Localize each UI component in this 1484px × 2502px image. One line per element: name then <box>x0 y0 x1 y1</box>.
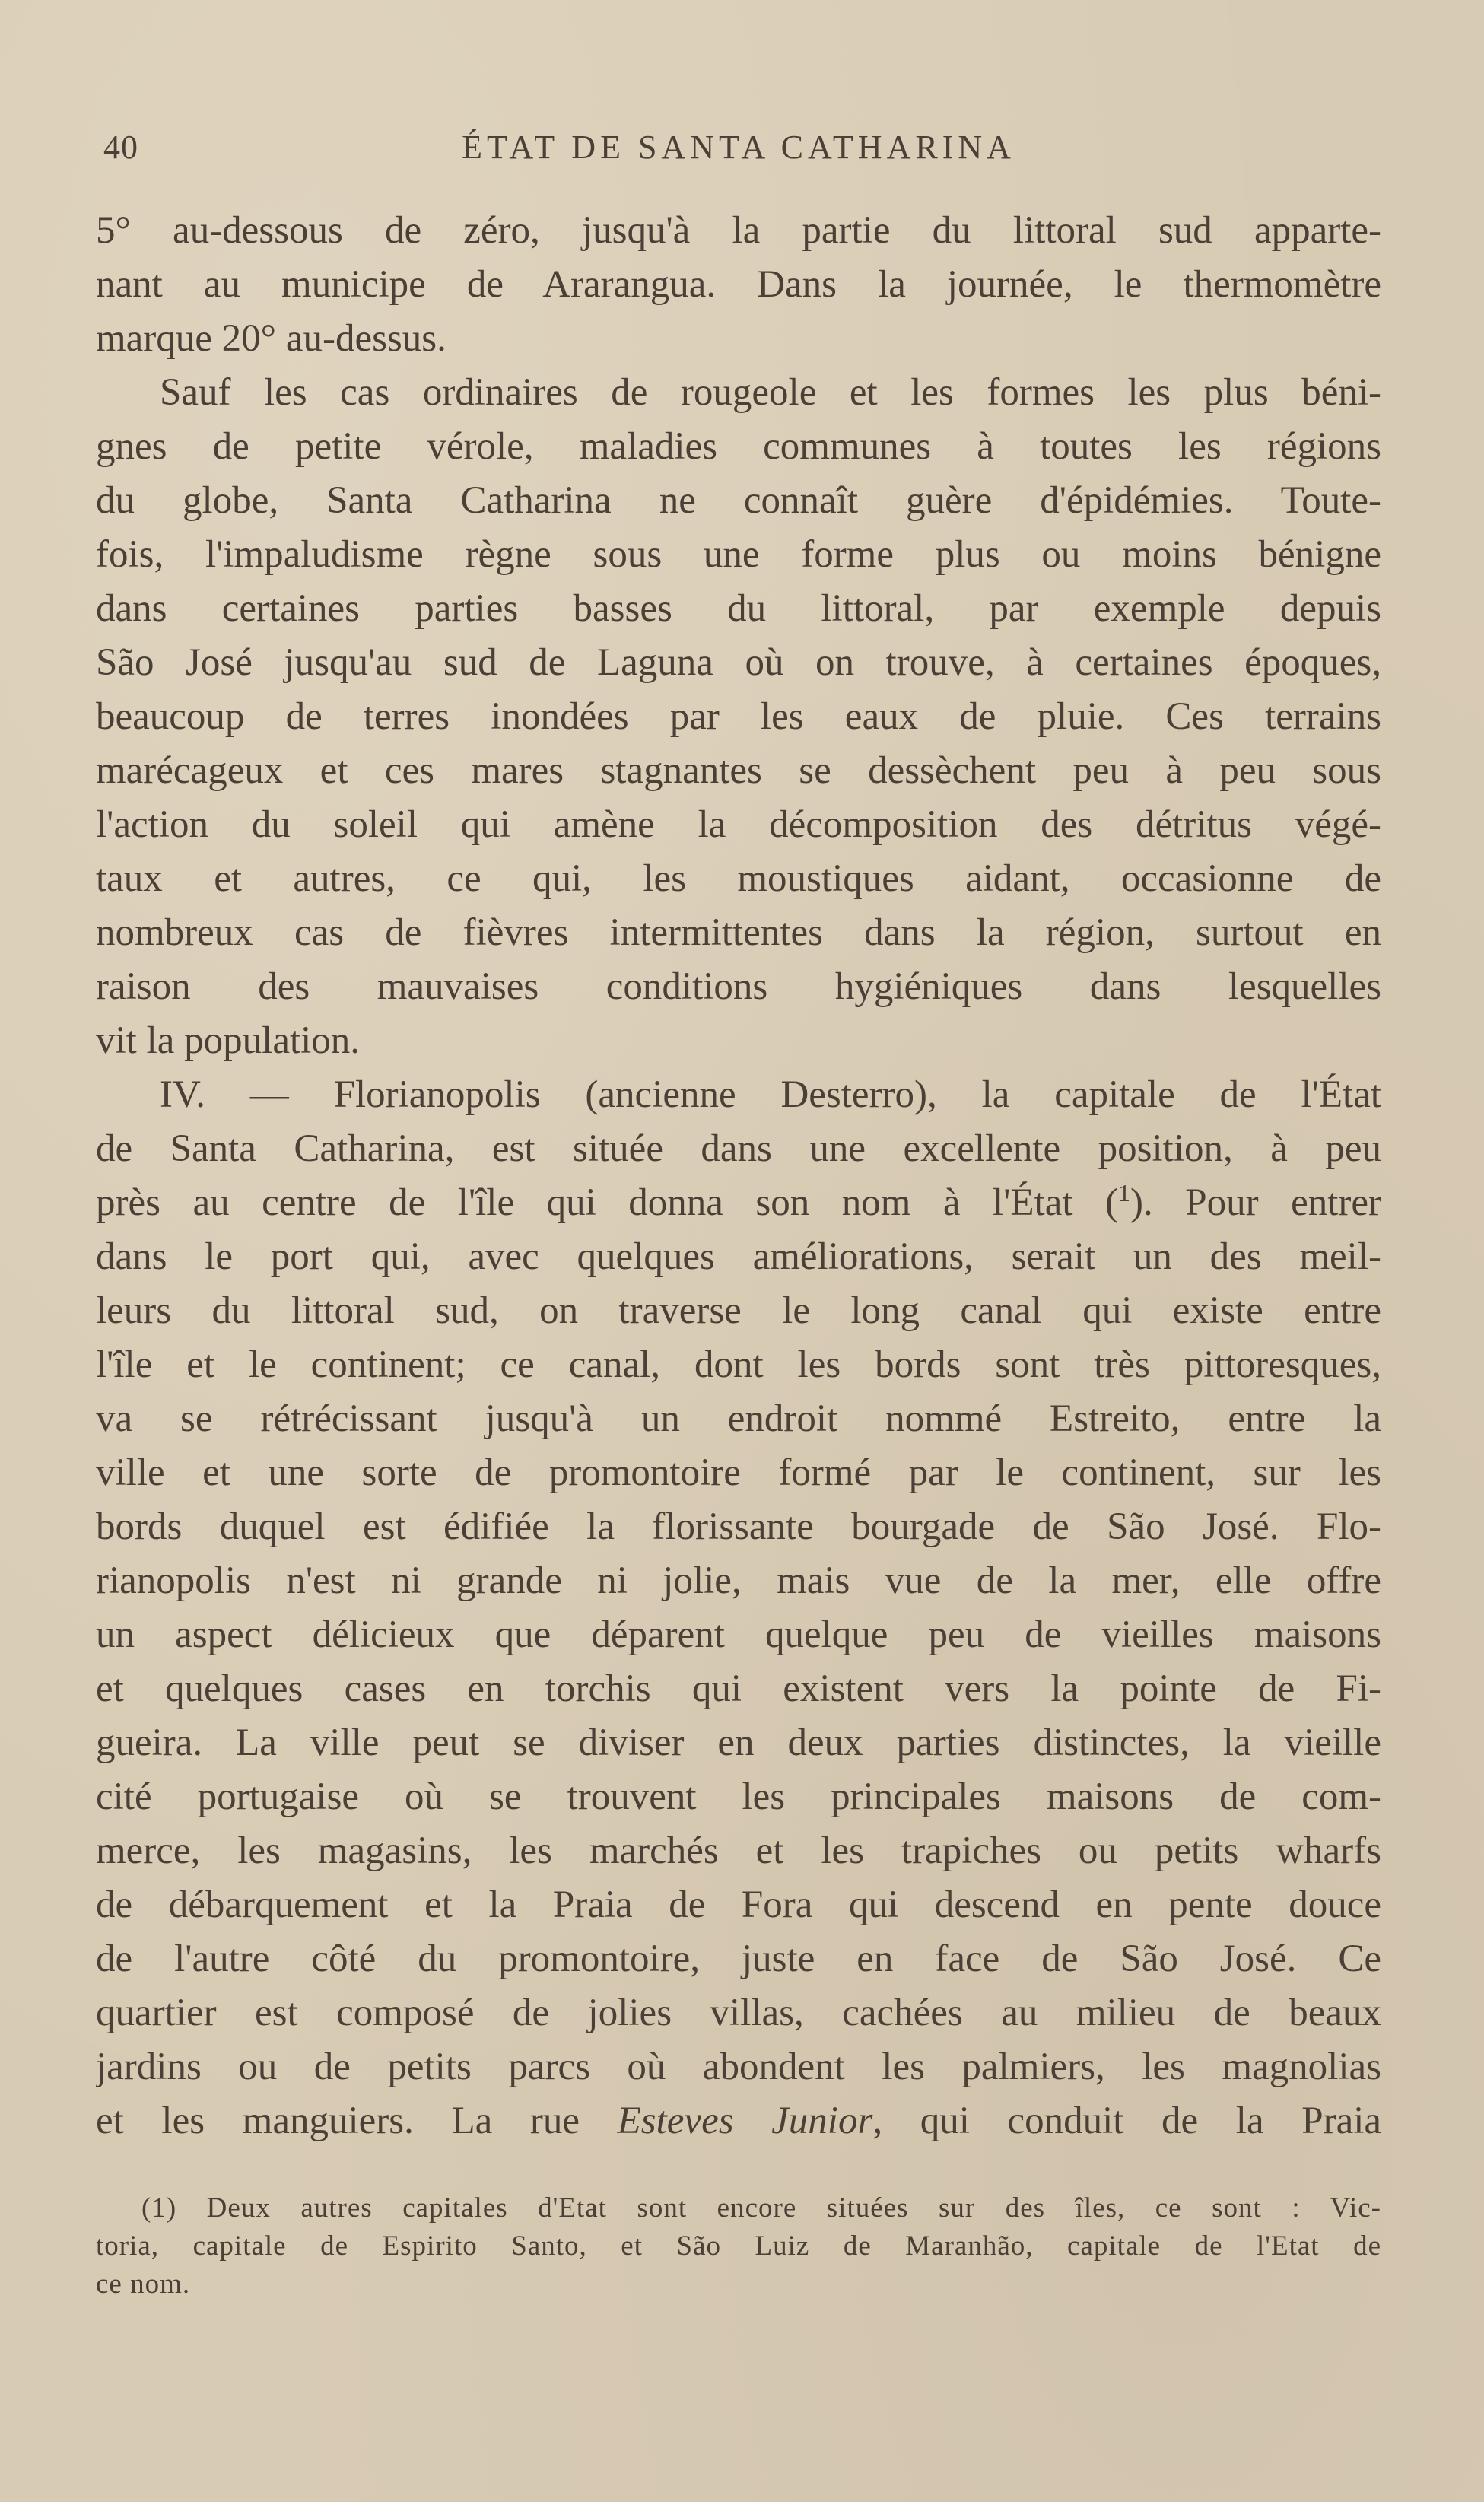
text-line: marécageux et ces mares stagnantes se dessèchent peu à peu sous <box>96 749 1381 792</box>
footnotes <box>96 2189 1381 2303</box>
text-line: et quelques cases en torchis qui existent vers la pointe de Fi- <box>96 1667 1381 1710</box>
footnote-ref-line <box>96 1176 1381 1230</box>
text-line: beaucoup de terres inondées par les eaux de pluie. Ces terrains <box>96 695 1381 738</box>
text-line: São José jusqu'au sud de Laguna où on trouve, à certaines époques, <box>96 641 1381 684</box>
text-line: marque 20° au-dessus. <box>96 317 446 360</box>
text-line: l'île et le continent; ce canal, dont les bords sont très pittoresques, <box>96 1343 1381 1386</box>
italic-street-line <box>96 2094 1381 2148</box>
line-before-italic: et les manguiers. La rue <box>96 2100 618 2142</box>
text-line: raison des mauvaises conditions hygiéniques dans lesquelles <box>96 965 1381 1008</box>
page-header <box>96 122 1381 183</box>
text-line: quartier est composé de jolies villas, cachées au milieu de beaux <box>96 1992 1381 2034</box>
text-line: l'action du soleil qui amène la décomposition des détritus végé- <box>96 803 1381 846</box>
text-line: taux et autres, ce qui, les moustiques aidant, occasionne de <box>96 857 1381 900</box>
body-text <box>96 204 1381 2148</box>
text-line: ville et une sorte de promontoire formé par le continent, sur les <box>96 1451 1381 1494</box>
footnote-ref: 1 <box>1118 1179 1131 1206</box>
line-before-ref: près au centre de l'île qui donna son nom à l'État ( <box>96 1181 1119 1224</box>
street-name: Esteves Junior <box>617 2100 873 2142</box>
text-line: jardins ou de petits parcs où abondent les palmiers, les magnolias <box>96 2046 1381 2088</box>
text-line: merce, les magasins, les marchés et les trapiches ou petits wharfs <box>96 1830 1381 1872</box>
text-line: nombreux cas de fièvres intermittentes dans la région, surtout en <box>96 911 1381 954</box>
text-line: 5° au-dessous de zéro, jusqu'à la partie du littoral sud apparte- <box>96 209 1381 252</box>
text-line: de l'autre côté du promontoire, juste en face de São José. Ce <box>96 1938 1381 1980</box>
text-line: un aspect délicieux que déparent quelque peu de vieilles maisons <box>96 1613 1381 1656</box>
paragraph-start-line: Sauf les cas ordinaires de rougeole et les formes les plus béni- <box>160 371 1381 414</box>
text-line: du globe, Santa Catharina ne connaît guère d'épidémies. Toute- <box>96 479 1381 522</box>
text-line: dans le port qui, avec quelques améliorations, serait un des meil- <box>96 1235 1381 1278</box>
text-line: de Santa Catharina, est située dans une excellente position, à peu <box>96 1127 1381 1170</box>
footnote-line: toria, capitale de Espirito Santo, et São Luiz de Maranhão, capitale de l'Etat de <box>96 2230 1381 2262</box>
text-line: leurs du littoral sud, on traverse le long canal qui existe entre <box>96 1289 1381 1332</box>
text-line: va se rétrécissant jusqu'à un endroit nommé Estreito, entre la <box>96 1397 1381 1440</box>
text-line: fois, l'impaludisme règne sous une forme plus ou moins bénigne <box>96 533 1381 576</box>
page-number: 40 <box>103 129 138 166</box>
line-after-italic: , qui conduit de la Praia <box>872 2100 1381 2142</box>
text-line: gueira. La ville peut se diviser en deux parties distinctes, la vieille <box>96 1722 1381 1764</box>
text-line: bords duquel est édifiée la florissante bourgade de São José. Flo- <box>96 1505 1381 1548</box>
section-text: IV. — Florianopolis (ancienne Desterro), la capitale de l'État <box>160 1073 1381 1116</box>
text-line: rianopolis n'est ni grande ni jolie, mais vue de la mer, elle offre <box>96 1559 1381 1602</box>
footnote-line: ce nom. <box>96 2268 191 2300</box>
footnote-line: (1) Deux autres capitales d'Etat sont encore situées sur des îles, ce sont : Vic- <box>141 2192 1381 2224</box>
paragraph-start-line <box>96 1068 1381 1122</box>
running-title: ÉTAT DE SANTA CATHARINA <box>462 129 1015 166</box>
line-after-ref: ). Pour entrer <box>1130 1181 1381 1224</box>
text-line: cité portugaise où se trouvent les principales maisons de com- <box>96 1776 1381 1818</box>
text-line: gnes de petite vérole, maladies communes à toutes les régions <box>96 425 1381 468</box>
text-line: dans certaines parties basses du littoral, par exemple depuis <box>96 587 1381 630</box>
text-line: nant au municipe de Ararangua. Dans la journée, le thermomètre <box>96 263 1381 306</box>
text-line: vit la population. <box>96 1019 361 1062</box>
text-line: de débarquement et la Praia de Fora qui descend en pente douce <box>96 1884 1381 1926</box>
